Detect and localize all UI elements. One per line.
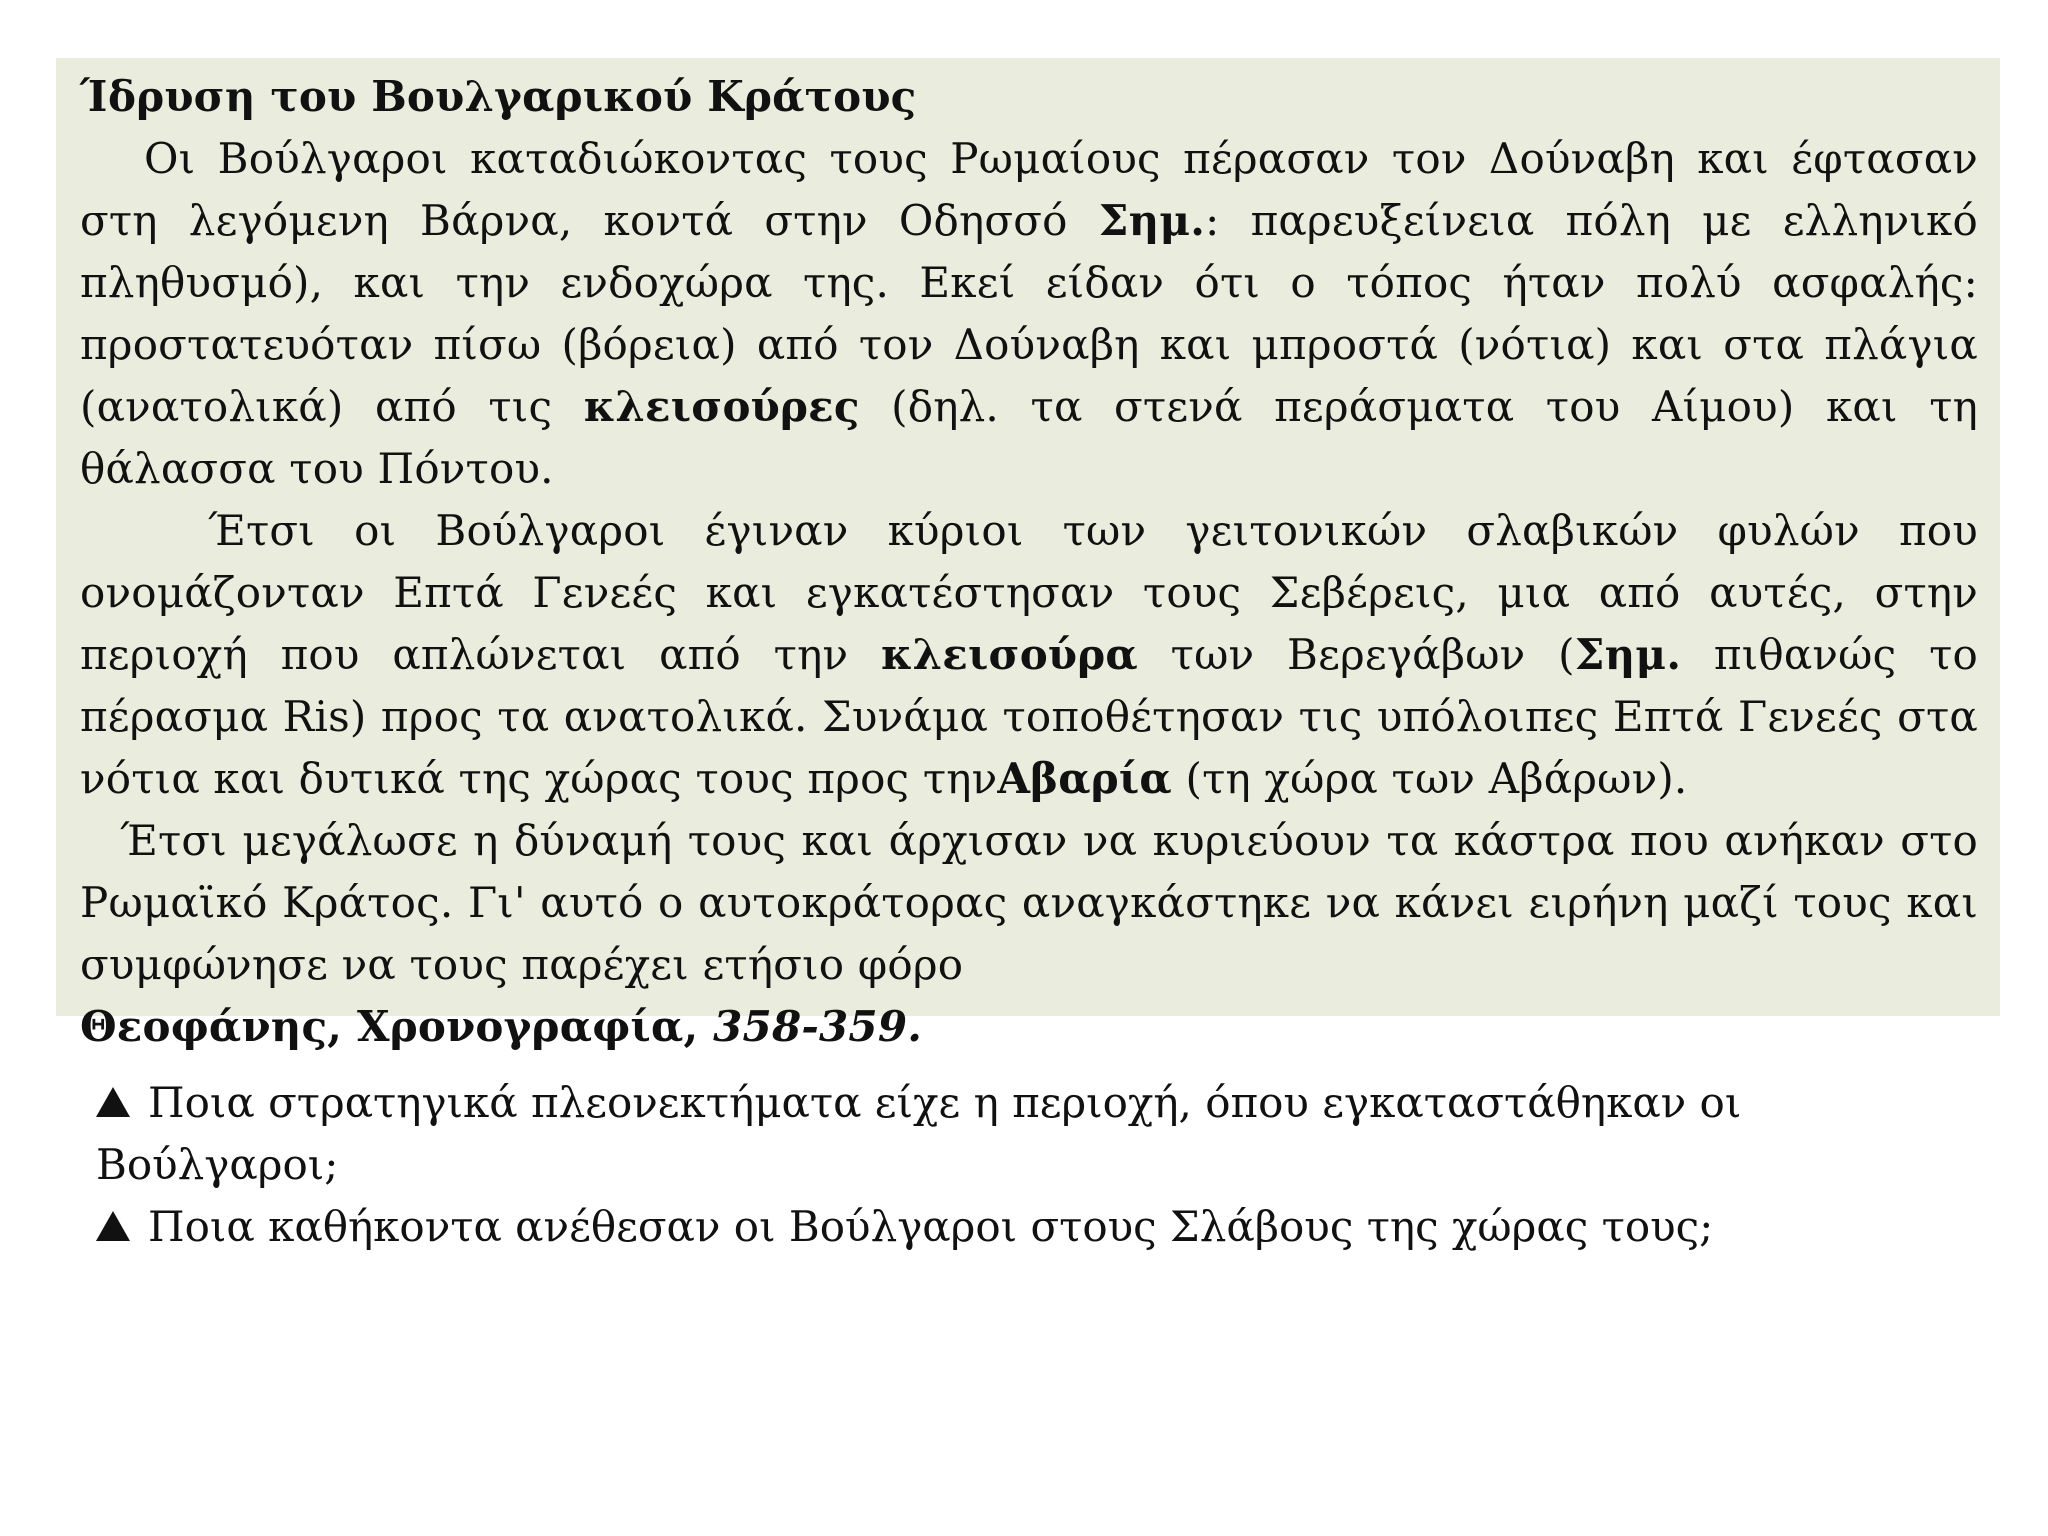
source-text	[80, 66, 1978, 1058]
paragraph-1-text-c: (δηλ. τα στενά περάσματα του Αίμου) και τη θάλασσα του Πόντου.	[80, 382, 1978, 493]
source-citation	[80, 996, 1978, 1058]
citation-pages: 358-359.	[698, 1002, 923, 1051]
paragraph-2-text-b: των Βερεγάβων (	[1137, 630, 1575, 679]
paragraph-1-note-label: Σημ.	[1098, 196, 1206, 245]
triangle-bullet-icon	[96, 1211, 130, 1241]
paragraph-2-text-c: πιθανώς το πέρασμα Ris) προς τα ανατολικά. Συνάμα τοποθέτησαν τις υπόλοιπες Επτά Γενεές στα νότια και δυτικά της χώρας τους προς την	[80, 630, 1978, 803]
questions-list	[96, 1072, 1856, 1258]
question-2	[96, 1196, 1856, 1258]
paragraph-2-text-a: Έτσι οι Βούλγαροι έγιναν κύριοι των γειτονικών σλαβικών φυλών που ονομάζονταν Επτά Γενεές και εγκατέστησαν τους Σεβέρεις, μια από αυτές, στην περιοχή που απλώνεται από την	[80, 506, 1978, 679]
source-title: Ίδρυση του Βουλγαρικού Κράτους	[80, 72, 917, 121]
paragraph-3	[80, 810, 1978, 996]
paragraph-2	[80, 500, 1978, 810]
paragraph-1-term-kleisoures: κλεισούρες	[583, 382, 860, 431]
paragraph-2-note-label: Σημ.	[1574, 630, 1682, 679]
paragraph-2-text-d: (τη χώρα των Αβάρων).	[1171, 754, 1688, 803]
paragraph-1	[80, 128, 1978, 500]
paragraph-1-text-a: Οι Βούλγαροι καταδιώκοντας τους Ρωμαίους πέρασαν τον Δούναβη και έφτασαν στη λεγόμενη Βάρνα, κοντά στην Οδησσό	[80, 134, 1978, 245]
triangle-bullet-icon	[96, 1087, 130, 1117]
question-1-text: Ποια στρατηγικά πλεονεκτήματα είχε η περιοχή, όπου εγκαταστάθηκαν οι Βούλγαροι;	[96, 1078, 1742, 1189]
citation-author-work: Θεοφάνης, Χρονογραφία,	[80, 1002, 699, 1051]
question-1	[96, 1072, 1856, 1196]
paragraph-1-text-b: : παρευξείνεια πόλη με ελληνικό πληθυσμό), και την ενδοχώρα της. Εκεί είδαν ότι ο τόπος ήταν πολύ ασφαλής: προστατευόταν πίσω (βόρεια) από τον Δούναβη και μπροστά (νότια) και στα πλάγια (ανατολικά) από τις	[80, 196, 1978, 431]
paragraph-2-term-kleisoura: κλεισούρα	[880, 630, 1138, 679]
paragraph-2-term-avaria: Αβαρία	[997, 754, 1172, 803]
paragraph-3-text: Έτσι μεγάλωσε η δύναμή τους και άρχισαν να κυριεύουν τα κάστρα που ανήκαν στο Ρωμαϊκό Κράτος. Γι' αυτό ο αυτοκράτορας αναγκάστηκε να κάνει ειρήνη μαζί τους και συμφώνησε να τους παρέχει ετήσιο φόρο	[80, 816, 1978, 989]
question-2-text: Ποια καθήκοντα ανέθεσαν οι Βούλγαροι στους Σλάβους της χώρας τους;	[148, 1202, 1714, 1251]
